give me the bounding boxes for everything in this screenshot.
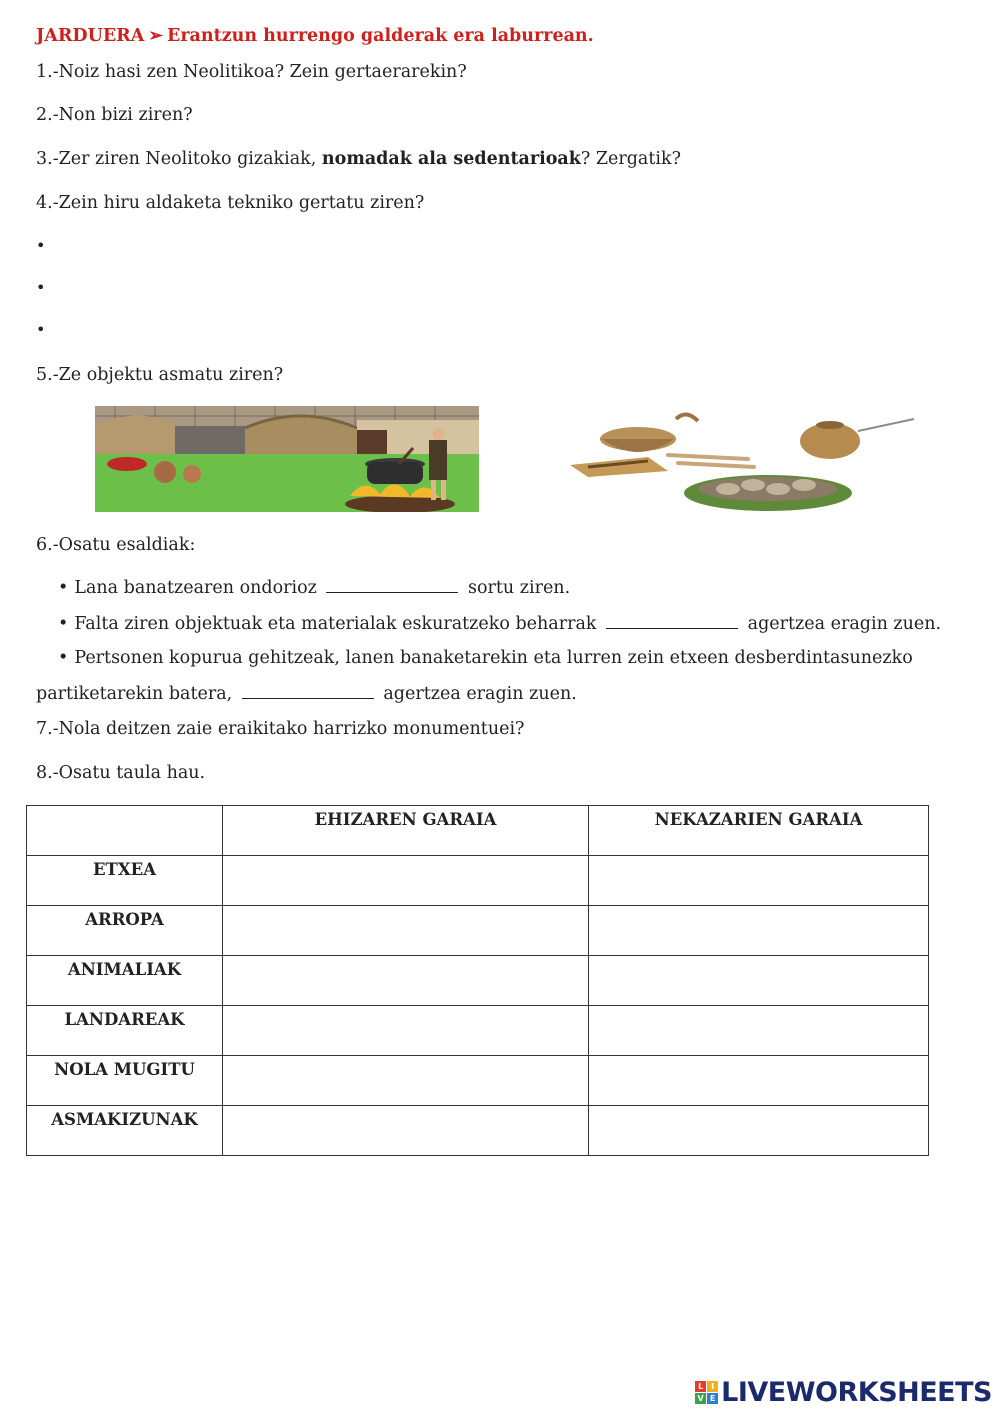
answer-cell[interactable] [589, 856, 929, 906]
row-label-nola-mugitu: NOLA MUGITU [27, 1056, 223, 1106]
sentence-3-end: agertzea eragin zuen. [383, 684, 577, 704]
question-4: 4.-Zein hiru aldaketa tekniko gertatu ziren? [36, 193, 425, 213]
comparison-table [26, 805, 929, 1156]
row-label-landareak: LANDAREAK [27, 1006, 223, 1056]
answer-cell[interactable] [223, 956, 589, 1006]
bullet-icon: • [58, 648, 69, 668]
arrow-icon: ➢ [148, 26, 163, 46]
table-row [27, 906, 929, 956]
sentence-3-middle: partiketarekin batera, [36, 684, 233, 704]
village-image [95, 406, 479, 512]
sentence-1 [58, 578, 570, 598]
sentence-1-start: Lana banatzearen ondorioz [74, 578, 317, 598]
row-label-etxea: ETXEA [27, 856, 223, 906]
table-row [27, 956, 929, 1006]
question-1: 1.-Noiz hasi zen Neolitikoa? Zein gertaerarekin? [36, 62, 467, 82]
sentence-1-end: sortu ziren. [468, 578, 571, 598]
table-row [27, 856, 929, 906]
answer-cell[interactable] [589, 1006, 929, 1056]
logo-letter-i: I [707, 1381, 718, 1392]
question-3-bold: nomadak ala sedentarioak [321, 149, 581, 169]
question-3 [36, 149, 681, 169]
answer-cell[interactable] [223, 1106, 589, 1156]
liveworksheets-logo[interactable] [695, 1377, 992, 1408]
answer-cell[interactable] [223, 906, 589, 956]
village-illustration [95, 406, 479, 512]
table-header-hunting: EHIZAREN GARAIA [223, 806, 589, 856]
row-label-animaliak: ANIMALIAK [27, 956, 223, 1006]
table-row [27, 1106, 929, 1156]
blank-3[interactable] [242, 684, 374, 699]
logo-letter-v: V [695, 1393, 706, 1404]
answer-cell[interactable] [589, 956, 929, 1006]
table-row [27, 1006, 929, 1056]
table-header-row [27, 806, 929, 856]
question-2: 2.-Non bizi ziren? [36, 105, 193, 125]
answer-cell[interactable] [223, 856, 589, 906]
table-header-farming: NEKAZARIEN GARAIA [589, 806, 929, 856]
sentence-2 [58, 614, 941, 634]
answer-cell[interactable] [223, 1006, 589, 1056]
question-3-text: 3.-Zer ziren Neolitoko gizakiak, [36, 149, 322, 169]
question-3-end: ? Zergatik? [580, 149, 681, 169]
sentence-2-start: Falta ziren objektuak eta materialak eskuratzeko beharrak [74, 614, 597, 634]
bullet-icon: • [58, 578, 69, 598]
blank-2[interactable] [606, 614, 738, 629]
table-row [27, 1056, 929, 1106]
activity-title [36, 26, 594, 46]
bullet-icon: • [58, 614, 69, 634]
logo-grid-icon [695, 1381, 718, 1404]
sentence-3-line1 [58, 648, 913, 668]
bullet-2: • [36, 278, 46, 297]
sentence-3-start: Pertsonen kopurua gehitzeak, lanen banaketarekin eta lurren zein etxeen desberdintasunezko [74, 648, 913, 668]
question-5: 5.-Ze objektu asmatu ziren? [36, 365, 284, 385]
bullet-1: • [36, 236, 46, 255]
answer-cell[interactable] [589, 1056, 929, 1106]
question-6: 6.-Osatu esaldiak: [36, 535, 196, 555]
table-header-empty [27, 806, 223, 856]
row-label-arropa: ARROPA [27, 906, 223, 956]
question-8: 8.-Osatu taula hau. [36, 763, 206, 783]
sentence-2-end: agertzea eragin zuen. [747, 614, 942, 634]
pottery-illustration [568, 405, 920, 515]
activity-label: JARDUERA [36, 26, 145, 46]
bullet-3: • [36, 320, 46, 339]
logo-letter-e: E [707, 1393, 718, 1404]
logo-text: LIVEWORKSHEETS [721, 1377, 992, 1408]
sentence-3-line2 [36, 684, 577, 704]
row-label-asmakizunak: ASMAKIZUNAK [27, 1106, 223, 1156]
logo-letter-l: L [695, 1381, 706, 1392]
answer-cell[interactable] [223, 1056, 589, 1106]
activity-instruction: Erantzun hurrengo galderak era laburrean. [166, 26, 594, 46]
answer-cell[interactable] [589, 906, 929, 956]
answer-cell[interactable] [589, 1106, 929, 1156]
question-7: 7.-Nola deitzen zaie eraikitako harrizko monumentuei? [36, 719, 525, 739]
blank-1[interactable] [326, 578, 458, 593]
pottery-image [568, 405, 920, 515]
